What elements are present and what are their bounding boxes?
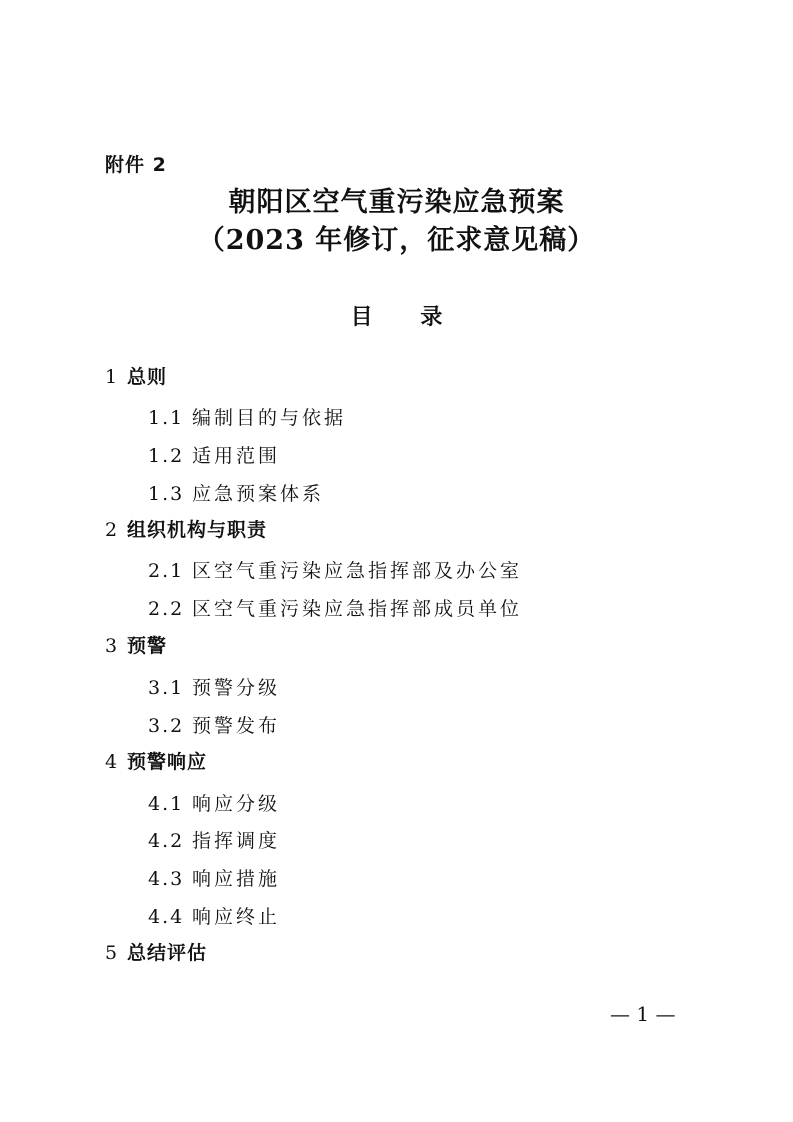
toc-number: 4.3 — [148, 868, 185, 890]
toc-text: 响应终止 — [192, 906, 281, 928]
toc-text: 组织机构与职责 — [127, 519, 268, 541]
toc-text: 适用范围 — [192, 445, 281, 467]
toc-text: 指挥调度 — [192, 830, 281, 852]
toc-section-3 — [105, 631, 167, 658]
toc-text: 预警 — [127, 635, 168, 657]
toc-text: 应急预案体系 — [192, 483, 325, 505]
toc-text: 编制目的与依据 — [192, 407, 347, 429]
toc-section-4 — [105, 747, 207, 774]
toc-subsection-4-4 — [148, 902, 280, 929]
toc-subsection-4-2 — [148, 826, 280, 853]
toc-number: 5 — [105, 942, 118, 964]
toc-subsection-1-1 — [148, 403, 346, 430]
toc-section-2 — [105, 515, 267, 542]
toc-number: 2.2 — [148, 598, 185, 620]
toc-subsection-2-2 — [148, 594, 522, 621]
toc-subsection-3-1 — [148, 673, 280, 700]
toc-number: 3.1 — [148, 677, 185, 699]
toc-number: 3.2 — [148, 715, 185, 737]
toc-text: 总结评估 — [127, 942, 208, 964]
toc-text: 响应分级 — [192, 793, 281, 815]
toc-number: 1.1 — [148, 407, 185, 429]
toc-text: 区空气重污染应急指挥部及办公室 — [192, 560, 523, 582]
toc-number: 4.1 — [148, 793, 185, 815]
toc-text: 预警发布 — [192, 715, 281, 737]
toc-number: 3 — [105, 635, 118, 657]
page-number: — 1 — — [610, 1002, 676, 1026]
toc-number: 1.2 — [148, 445, 185, 467]
toc-subsection-3-2 — [148, 711, 280, 738]
toc-text: 预警分级 — [192, 677, 281, 699]
toc-section-5 — [105, 938, 207, 965]
toc-number: 2.1 — [148, 560, 185, 582]
toc-number: 1 — [105, 366, 118, 388]
toc-text: 区空气重污染应急指挥部成员单位 — [192, 598, 523, 620]
attachment-label: 附件 2 — [105, 154, 167, 176]
toc-number: 4.4 — [148, 906, 185, 928]
toc-text: 总则 — [127, 366, 168, 388]
document-title: 朝阳区空气重污染应急预案 — [228, 187, 565, 218]
toc-number: 4.2 — [148, 830, 185, 852]
toc-section-1 — [105, 362, 167, 389]
document-subtitle: （2023 年修订，征求意见稿） — [197, 225, 596, 256]
toc-number: 4 — [105, 751, 118, 773]
toc-subsection-4-1 — [148, 789, 280, 816]
toc-number: 2 — [105, 519, 118, 541]
toc-text: 预警响应 — [127, 751, 208, 773]
toc-subsection-4-3 — [148, 864, 280, 891]
toc-subsection-2-1 — [148, 556, 522, 583]
toc-subsection-1-3 — [148, 479, 324, 506]
toc-heading: 目 录 — [350, 305, 443, 330]
toc-subsection-1-2 — [148, 441, 280, 468]
toc-number: 1.3 — [148, 483, 185, 505]
toc-text: 响应措施 — [192, 868, 281, 890]
